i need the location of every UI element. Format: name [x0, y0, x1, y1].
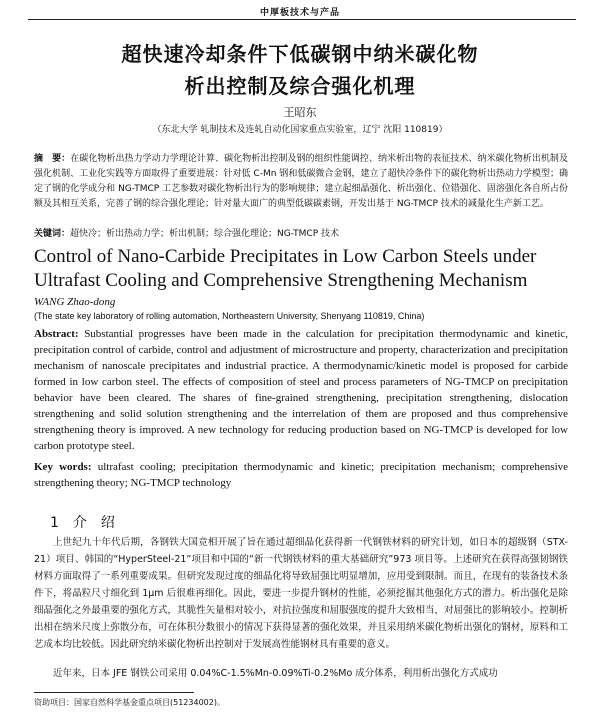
chinese-keywords-label: 关键词：: [34, 229, 71, 239]
chinese-affiliation: （东北大学 轧制技术及连轧自动化国家重点实验室，辽宁 沈阳 110819）: [152, 125, 448, 135]
body-paragraph: 近年来，日本 JFE 钢铁公司采用 0.04%C-1.5%Mn-0.09%Ti-0.2%Mo 成分体系，利用析出强化方式成功: [53, 668, 498, 679]
footnote: 资助项目：国家自然科学基金重点项目(51234002)。: [34, 698, 225, 707]
chinese-author: 王昭东: [283, 106, 317, 119]
chinese-keywords-text: 超快冷；析出热动力学；析出机制；综合强化理论；NG-TMCP 技术: [70, 229, 339, 239]
english-keywords-text: ultrafast cooling; precipitation thermodynamic and kinetic; precipitation mechanism; comprehensive strengthening theory; NG-TMCP technology: [34, 461, 569, 489]
english-abstract: [34, 326, 568, 454]
english-abstract-text: Substantial progresses have been made in the calculation for precipitation thermodynamic and kinetic, precipitation control of carbide, control and adjustment of microstructure and property, characterization and precipitation mechanism of nanoscale precipitates and industrial practice. A thermodynamic/kinetic model is proposed for carbide formed in low carbon steel. The effects of composition of steel and process parameters of NG-TMCP on precipitation behavior have been cleared. The shares of fine-grained strengthening, precipitation strengthening, dislocation strengthening and solid solution strengthening and the interrelation of them are proposed and thus comprehensive strengthening theory is improved. A new technology for reducing production based on NG-TMCP is developed for low carbon prototype steel.: [34, 328, 569, 452]
section-title: 介 绍: [72, 515, 115, 531]
section-heading: [50, 512, 115, 532]
english-keywords: [34, 459, 568, 491]
english-keywords-label: Key words:: [34, 461, 92, 473]
english-affiliation: (The state key laboratory of rolling automation, Northeastern University, Shenyang 110819, China): [34, 311, 425, 321]
english-author: WANG Zhao-dong: [34, 296, 116, 308]
footnote-rule: [34, 692, 194, 693]
chinese-abstract: [34, 152, 568, 212]
chinese-title-line-1: 超快速冷却条件下低碳钢中纳米碳化物: [121, 42, 479, 66]
running-header: 中厚板技术与产品: [259, 8, 340, 18]
chinese-abstract-label: 摘 要：: [34, 154, 71, 164]
english-title: Control of Nano-Carbide Precipitates in Low Carbon Steels under Ultrafast Cooling and Comprehensive Strengthening Mechanism: [34, 246, 537, 291]
chinese-abstract-text: 在碳化物析出热力学动力学理论计算、碳化物析出控制及钢的组织性能调控、纳米析出物的表征技术、纳米碳化物析出机制及强化机制、工业化实践等方面取得了重要进展：针对低 C-Mn 钢和低碳微合金钢，建立了超快冷条件下的碳化物析出热动力学模型；确定了钢的化学成分和 NG-TMCP 工艺参数对碳化物析出行为的影响规律；建立起细晶强化、析出强化、位错强化、固溶强化各自所占份额及其相互关系，完善了钢的综合强化理论；针对量大面广的典型低碳碳素钢，开发出基于 NG-TMCP 技术的减量化生产新工艺。: [34, 154, 568, 209]
header-rule: [28, 19, 576, 20]
chinese-keywords: [34, 226, 568, 239]
english-abstract-label: Abstract:: [34, 328, 79, 340]
body-paragraph: 上世纪九十年代后期，各钢铁大国竞相开展了旨在通过超细晶化获得新一代钢铁材料的研究计划，如日本的超级钢（STX-21）项目、韩国的“HyperSteel-21”项目和中国的“新一代钢铁材料的重大基础研究”973 项目等。上述研究在获得高强韧钢铁材料方面取得了一系列重要成果。但研究发现过度的细晶化将导致屈强比明显增加，应用受到限制。而且，在现有的装备技术条件下，将晶粒尺寸细化到 1μm 后很难再细化。因此，要进一步提升钢材的性能，必须挖掘其他强化方式的潜力。析出强化是除细晶强化之外最重要的强化方式，其脆性矢量相对较小，对抗拉强度和屈服强度的提升大致相当，对屈强比的影响较小。控制析出相在纳米尺度上弥散分布，可在体积分数很小的情况下获得显著的强化效果，并且采用纳米碳化物析出强化的钢材，原料和工艺成本均比较低。因此研究纳米碳化物析出控制对于发展高性能钢材具有重要的意义。: [34, 537, 568, 650]
chinese-title-line-2: 析出控制及综合强化机理: [184, 74, 416, 98]
section-number: 1: [50, 515, 59, 531]
